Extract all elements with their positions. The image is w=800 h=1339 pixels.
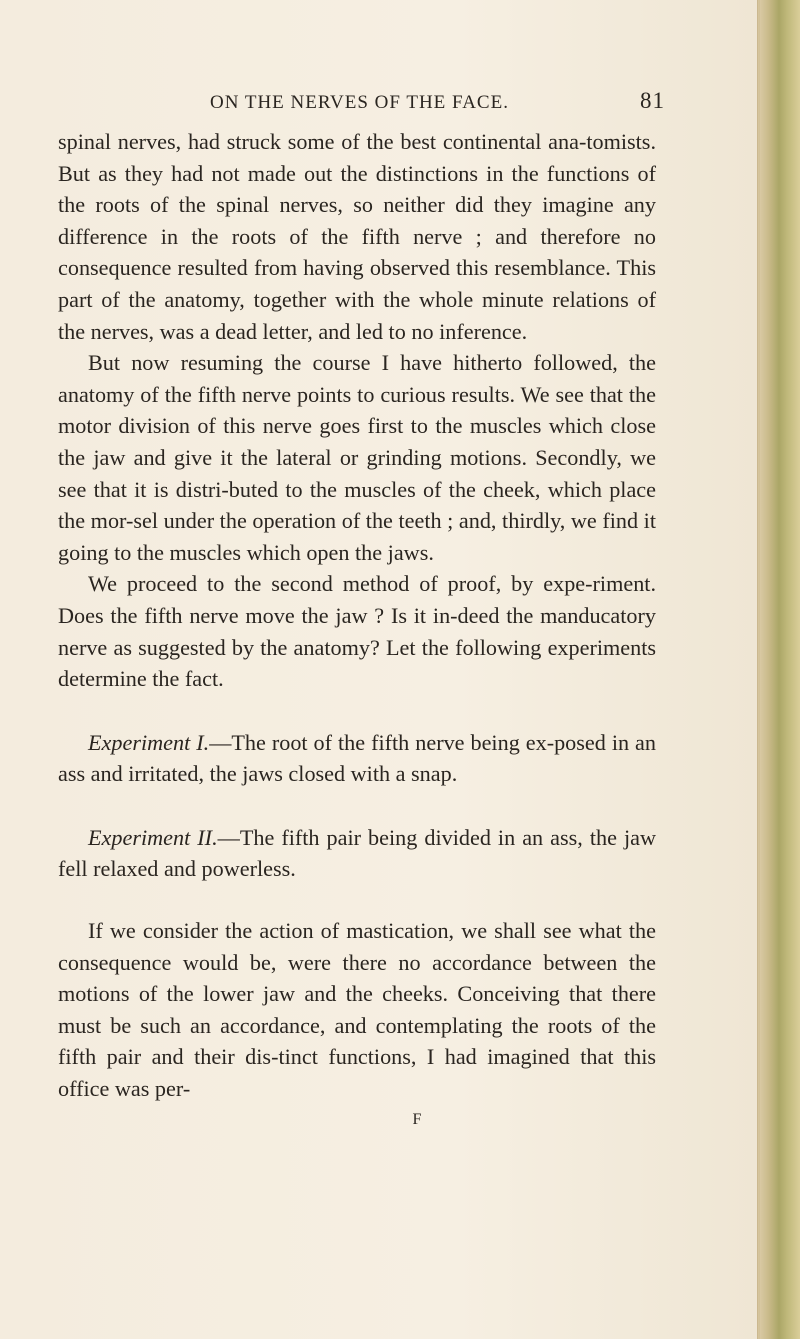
paragraph: spinal nerves, had struck some of the best continental ana-tomists. But as they had not made out the distinctions in the functions of the roots of the spinal nerves, so neither did they imagine any difference in the roots of the fifth nerve ; and therefore no consequence resulted from having observed this resemblance. This part of the anatomy, together with the whole minute relations of the nerves, was a dead letter, and led to no inference. <box>58 129 656 344</box>
experiment-label: Experiment II. <box>88 824 218 850</box>
running-header <box>210 88 665 114</box>
signature-mark: F <box>412 1110 422 1128</box>
book-binding <box>758 0 800 1339</box>
body-text <box>58 126 656 1129</box>
experiment-text: —The fifth pair being divided in an ass, the jaw fell relaxed and powerless. <box>58 824 656 882</box>
running-title: ON THE NERVES OF THE FACE. <box>210 92 509 113</box>
paragraph: But now resuming the course I have hitherto followed, the anatomy of the fifth nerve points to curious results. We see that the motor division of this nerve goes first to the muscles which close the jaw and give it the lateral or grinding motions. Secondly, we see that it is distri-buted to the muscles of the cheek, which place the mor-sel under the operation of the teeth ; and, thirdly, we find it going to the muscles which open the jaws. <box>58 350 656 565</box>
closing-paragraph: If we consider the action of mastication, we shall see what the consequence would be, were there no accordance between the motions of the lower jaw and the cheeks. Conceiving that there must be such an accordance, and contemplating the roots of the fifth pair and their dis-tinct functions, I had imagined that this office was per- <box>58 918 656 1102</box>
page-number: 81 <box>640 88 665 113</box>
paragraph: We proceed to the second method of proof, by expe-riment. Does the fifth nerve move the jaw ? Is it in-deed the manducatory nerve as suggested by the anatomy? Let the following experiments determine the fact. <box>58 571 656 692</box>
experiment-text: —The root of the fifth nerve being ex-posed in an ass and irritated, the jaws closed with a snap. <box>58 729 656 787</box>
experiment-label: Experiment I. <box>88 729 210 755</box>
experiment-2 <box>58 822 656 885</box>
experiment-1 <box>58 727 656 790</box>
